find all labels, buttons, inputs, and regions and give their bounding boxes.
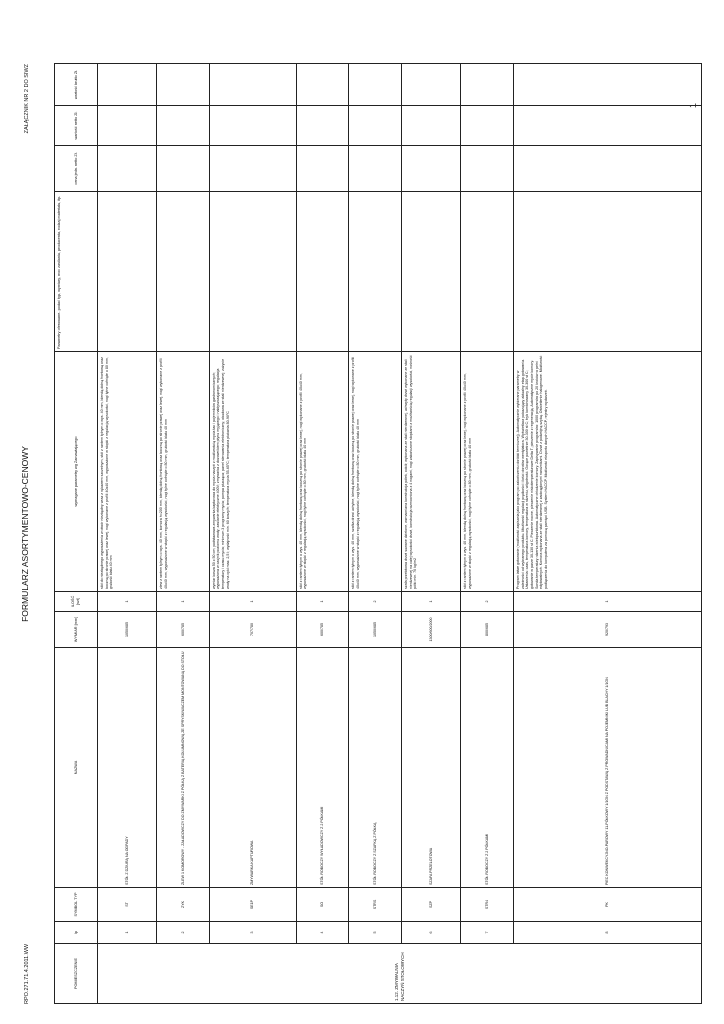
row-required: wymiar kosza 50 x 50 cm; podstawowa zmywarka kapturowa do mycia naczyń z możliwością mycia tac i pojemników gastronomicznych; wyposażona w czujnik poziomu wody; zasilanie elektryczne 400V; zmywarka z dozownikiem płynu myjącego i nabłyszczającego; regulacja temperatury i czasu mycia; minimum 3 programy mycia; pompa płucząca; panel sterowania elektroniczny; obudowa ze stali nierdzewnej; zużycie wody na cykl max. 2,5 l; wydajność min. 60 koszy/h; temperatura mycia 55-65°C; temperatura płukania 80-90°C: [209, 352, 296, 592]
row-lp: 8: [513, 922, 701, 944]
table-row: [513, 64, 701, 1004]
row-gross-value-cell[interactable]: [209, 64, 296, 106]
row-name: PIEC KONWEKCYJNO-PAROWY 11-PÓŁKOWY 1/1GN Z PODSTAWĄ Z PROWADNICAMI NA POJEMNIKI LUB BLACHY 1/1GN: [513, 648, 701, 888]
header-lp: lp: [55, 922, 98, 944]
row-qty: 2: [349, 592, 402, 612]
row-lp: 3: [209, 922, 296, 944]
row-unit-price-cell[interactable]: [296, 146, 349, 192]
row-qty: 1: [157, 592, 210, 612]
document-title: FORMULARZ ASORTYMENTOWO-CENOWY: [20, 446, 30, 622]
row-symbol: ST: [98, 888, 157, 922]
price-table: [54, 63, 702, 1004]
row-net-value-cell[interactable]: [157, 106, 210, 146]
header-required: wymagane parametry wg Zamawiającego: [55, 352, 98, 592]
row-offered-cell[interactable]: [98, 192, 157, 352]
table-row: [296, 64, 349, 1004]
row-lp: 2: [157, 922, 210, 944]
row-net-value-cell[interactable]: [461, 106, 514, 146]
row-name: STÓŁ ROBOCZY Z 2 PÓŁKAMI: [461, 648, 514, 888]
row-net-value-cell[interactable]: [98, 106, 157, 146]
header-unit-price: cena jedn. netto Zł.: [55, 146, 98, 192]
row-unit-price-cell[interactable]: [209, 146, 296, 192]
row-qty: 1: [209, 592, 296, 612]
row-symbol: SO: [296, 888, 349, 922]
row-unit-price-cell[interactable]: [349, 146, 402, 192]
header-net-value: wartość netto Zł.: [55, 106, 98, 146]
document-page: [20, 64, 710, 1004]
row-symbol: STR4: [461, 888, 514, 922]
row-net-value-cell[interactable]: [209, 106, 296, 146]
row-dims: 600/785: [157, 612, 210, 648]
row-dims: 1300/600/2000: [402, 612, 461, 648]
row-dims: 1050/685: [98, 612, 157, 648]
row-name: ZLEW 1 KOMOROWY - ZAŁADOWCZY DO ZMYWARKI Z PÓŁKĄ Z BATERIĄ KOLUMNOWĄ ZE SPRYSKIWACZEM MONTOWANĄ DO STOŁU: [157, 648, 210, 888]
row-symbol: STRS: [349, 888, 402, 922]
row-unit-price-cell[interactable]: [157, 146, 210, 192]
row-dims: 600/785: [296, 612, 349, 648]
row-required: zlew z rantem tylnym o wys. 40 mm, komora h=200 mm, blendą dolną frontową oraz boczną po stronie prawej oraz lewej, nogi wykonane z profili 40x40 mm, wyposażone w stopki z regulacją wysokości, nogi tylne cofnięte o 80 mm, grubość blatu 40 mm: [157, 352, 210, 592]
row-offered-cell[interactable]: [296, 192, 349, 352]
row-required: stół z rantem tylnym o wys. 40 mm, blendą dolną frontową oraz boczną po stronie prawej oraz lewej, nogi wykonane z profili 40x40 mm, wyposażone w stopki z regulacją wysokości, nogi tylne cofnięte o 80 mm, grubość blatu 40 mm: [296, 352, 349, 592]
row-lp: 4: [296, 922, 349, 944]
header-qty: ILOŚĆ [szt]: [55, 592, 98, 612]
table-row: [349, 64, 402, 1004]
row-name: SZAFA PRZELOTOWA: [402, 648, 461, 888]
row-net-value-cell[interactable]: [296, 106, 349, 146]
row-net-value-cell[interactable]: [402, 106, 461, 146]
page-number: 1: [688, 102, 698, 108]
row-gross-value-cell[interactable]: [98, 64, 157, 106]
room-cell: 1.12. ZMYWALNIA NACZYŃ STOŁOWYCH: [98, 944, 702, 1004]
row-net-value-cell[interactable]: [349, 106, 402, 146]
row-dims: 920/793: [513, 612, 701, 648]
row-required: szafa przelotowa drzwi suwane dzielone, wzmacniana konstrukcja półek, cokół; wykonana ze stali nierdzewnej, uchwyty drzwi wykonane ze stali nierdzewnej na całej wysokości drzwi, konstrukcja wzmocniona z 4 nogami, nogi zakończone stopkami z możliwością regulacji wysokości, nośność półki min. 70 kg/m2: [402, 352, 461, 592]
header-gross-value: wartość brutto Zł.: [55, 64, 98, 106]
row-qty: 2: [461, 592, 514, 612]
row-required: stół z rantem tylnym o wys. 40 mm, szafka drzwi uchylne, blendą dolną frontową oraz boczną po stronie prawej oraz lewej, nogi wykonane z profili 40x40 mm, wyposażone w stopki z regulacją wysokości, nogi tylne cofnięte o 80 mm, grubość blatu 40 mm: [349, 352, 402, 592]
row-name: STÓŁ ROBOCZY Z SZAFKĄ Z PÓŁKĄ: [349, 648, 402, 888]
row-gross-value-cell[interactable]: [513, 64, 701, 106]
row-name: STÓŁ Z DZIURĄ NA ODPADY: [98, 648, 157, 888]
header-dims: WYMIAR [mm]: [55, 612, 98, 648]
row-qty: 1: [513, 592, 701, 612]
table-row: [157, 64, 210, 1004]
header-name: NAZWA: [55, 648, 98, 888]
row-lp: 1: [98, 922, 157, 944]
document-reference: RPO.271.71.4.2011.WW: [24, 943, 30, 1004]
row-required: Program łatwe gotowanie (możliwość zapisania jako program po zakończeniu obróbki termicznej). Automatycznie wybierane parametry w zależności od wybranego produktu. Możliwość regulacji prędkości i ilości obrotów wentylatora. Wyświetlacz pokazujący aktualny etap gotowania. Ustawienia: czas, temperatura komory, temperatura w rdzeniu, wilgotność. Gorące powietrze 30-300 st C; tryb kombinowany 30-300 st C; gotowanie w parze 30-130 st C. Pieczenie nocne, pieczenie niskotemperaturowe Delta T, pieczenie z regeneracją. Automatyczne mycie komory. Sonda temperatury rdzenia wielopunktowa. Automatyczne chłodzenie komory. Zapisywanie programów: 1000 programów po 20 kroków w pełni edytowalnych. Komora wykonana ze stali nierdzewnej z zaokrąglonymi narożnikami. Drzwi z podwójną szybą. Oświetlenie halogenowe. Możliwość podłączenia do komputera za pomocą pamięci USB. System HACCP. Możliwość eksportu danych HACCP, rejestry wydarzeń.: [513, 352, 701, 592]
row-qty: 1: [98, 592, 157, 612]
row-net-value-cell[interactable]: [513, 106, 701, 146]
row-required: stół z rantem tylnym o wys. 40 mm, blendą dolną frontową oraz boczną po stronie prawej oraz lewej, nogi wykonane z profili 40x40 mm, wyposażone w stopki z regulacją wysokości, nogi tylne cofnięte o 80 mm, grubość blatu 40 mm: [461, 352, 514, 592]
row-offered-cell[interactable]: [513, 192, 701, 352]
row-gross-value-cell[interactable]: [349, 64, 402, 106]
row-gross-value-cell[interactable]: [461, 64, 514, 106]
row-gross-value-cell[interactable]: [402, 64, 461, 106]
table-row: [98, 64, 157, 1004]
row-symbol: ZYK: [157, 888, 210, 922]
row-dims: 800/685: [461, 612, 514, 648]
header-offered: Parametry oferowane- podać typ, wymiary, moc zasilania, producenta, rodzaj materiału, itp.: [55, 192, 98, 352]
row-offered-cell[interactable]: [461, 192, 514, 352]
row-lp: 7: [461, 922, 514, 944]
row-unit-price-cell[interactable]: [461, 146, 514, 192]
row-offered-cell[interactable]: [157, 192, 210, 352]
row-symbol: SE1P: [209, 888, 296, 922]
row-offered-cell[interactable]: [209, 192, 296, 352]
row-gross-value-cell[interactable]: [157, 64, 210, 106]
table-row: [461, 64, 514, 1004]
row-name: ZMYWARKA KAPTUROWA: [209, 648, 296, 888]
row-unit-price-cell[interactable]: [98, 146, 157, 192]
row-required: stół do niezbędnego wyposażenia w otwór niezbędny wraz z rękawem szczelnym, stół z rantem tylnym o wys. 40 mm, blendą dolną frontową oraz boczną po stronie prawej oraz lewej, nogi wykonane z profili 40x40 mm, wyposażone w stopki z regulacją wysokości, nogi tylne cofnięte o 80 mm, grubość blatu 40 mm: [98, 352, 157, 592]
row-lp: 6: [402, 922, 461, 944]
row-offered-cell[interactable]: [349, 192, 402, 352]
row-qty: 1: [296, 592, 349, 612]
row-symbol: PK: [513, 888, 701, 922]
row-unit-price-cell[interactable]: [402, 146, 461, 192]
row-offered-cell[interactable]: [402, 192, 461, 352]
row-dims: 707/780: [209, 612, 296, 648]
row-dims: 1050/685: [349, 612, 402, 648]
row-name: STÓŁ ROBOCZY WYŁADOWCZY Z 2 PÓŁKAMI: [296, 648, 349, 888]
table-row: [402, 64, 461, 1004]
table-header-row: [55, 64, 98, 1004]
header-symbol: SYMBOL TYP: [55, 888, 98, 922]
table-row: [209, 64, 296, 1004]
row-gross-value-cell[interactable]: [296, 64, 349, 106]
row-unit-price-cell[interactable]: [513, 146, 701, 192]
row-symbol: SZP: [402, 888, 461, 922]
header-room: POMIESZCZENIE: [55, 944, 98, 1004]
row-lp: 5: [349, 922, 402, 944]
row-qty: 1: [402, 592, 461, 612]
annex-label: ZAŁĄCZNIK NR 2 DO SIWZ: [24, 64, 30, 134]
